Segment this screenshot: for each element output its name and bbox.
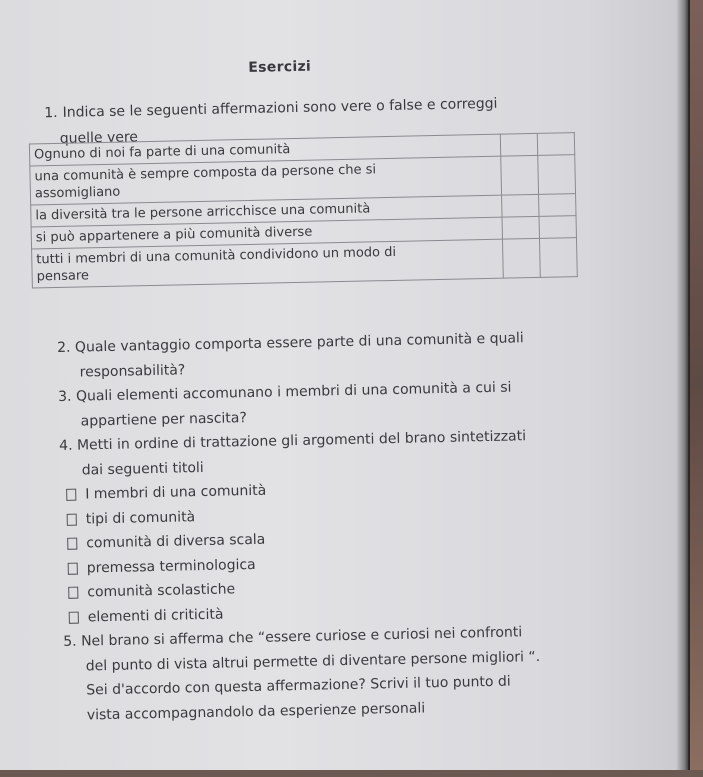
- question-2-line1: 2. Quale vantaggio comporta essere parte di una comunità e quali: [56, 330, 524, 356]
- page-title: Esercizi: [248, 58, 312, 76]
- ordering-checkbox[interactable]: [67, 538, 77, 550]
- answer-box-true[interactable]: [502, 238, 540, 278]
- answer-box-true[interactable]: [501, 155, 539, 195]
- answer-box-false[interactable]: [537, 133, 574, 156]
- ordering-checkbox[interactable]: [69, 611, 79, 623]
- ordering-option-label: premessa terminologica: [86, 556, 256, 576]
- statement-line2: pensare: [36, 268, 90, 285]
- true-false-table: [29, 132, 578, 288]
- answer-box-true[interactable]: [502, 194, 539, 217]
- question-1-text: Indica se le seguenti affermazioni sono vere o false e correggi: [62, 95, 498, 121]
- question-2-line2: responsabilità?: [79, 361, 186, 381]
- statement-line1: Ognuno di noi fa parte di una comunità: [33, 142, 291, 163]
- answer-box-true[interactable]: [500, 133, 537, 156]
- ordering-option-label: I membri di una comunità: [85, 482, 267, 503]
- question-4-line2: dai seguenti titoli: [81, 459, 204, 479]
- question-1-line2: quelle vere: [59, 129, 139, 147]
- page-edge-shadow: [676, 0, 690, 770]
- statement-line1: la diversità tra le persone arricchisce una comunità: [35, 201, 371, 224]
- statement-line2: assomigliano: [34, 184, 121, 202]
- statement-line1: tutti i membri di una comunità condividono un modo di: [36, 244, 397, 268]
- answer-box-false[interactable]: [539, 216, 576, 239]
- question-4-line1: 4. Metti in ordine di trattazione gli argomenti del brano sintetizzati: [59, 428, 527, 454]
- statement-line1: una comunità è sempre composta da persone che si: [34, 162, 377, 185]
- answer-box-false[interactable]: [538, 155, 576, 195]
- ordering-option-label: comunità scolastiche: [87, 581, 236, 601]
- question-5-line2: del punto di vista altrui permette di diventare persone migliori “.: [85, 648, 541, 674]
- question-3-line2: appartiene per nascita?: [80, 409, 247, 430]
- statement-line1: si può appartenere a più comunità diverse: [35, 224, 313, 246]
- answer-box-false[interactable]: [539, 194, 576, 217]
- ordering-checkbox[interactable]: [68, 587, 78, 599]
- ordering-checkbox[interactable]: [68, 562, 78, 574]
- background-surface: [690, 0, 703, 770]
- question-5-line3: Sei d'accordo con questa affermazione? Scrivi il tuo punto di: [86, 673, 511, 699]
- ordering-option-label: elementi di criticità: [87, 606, 224, 625]
- ordering-option-label: comunità di diversa scala: [86, 531, 266, 552]
- ordering-checkbox[interactable]: [66, 489, 76, 501]
- answer-box-false[interactable]: [539, 238, 577, 278]
- question-4-options: [60, 472, 583, 630]
- question-1-number: 1.: [44, 104, 58, 122]
- ordering-option-label: tipi di comunità: [85, 508, 196, 527]
- question-3-line1: 3. Quali elementi accomunano i membri di una comunità a cui si: [58, 379, 512, 405]
- answer-box-true[interactable]: [502, 216, 539, 239]
- questions-list: [57, 325, 585, 728]
- ordering-checkbox[interactable]: [67, 513, 77, 525]
- question-5-line1: 5. Nel brano si afferma che “essere curiose e curiosi nei confronti: [63, 624, 523, 650]
- question-5-line4: vista accompagnandolo da esperienze personali: [86, 699, 426, 723]
